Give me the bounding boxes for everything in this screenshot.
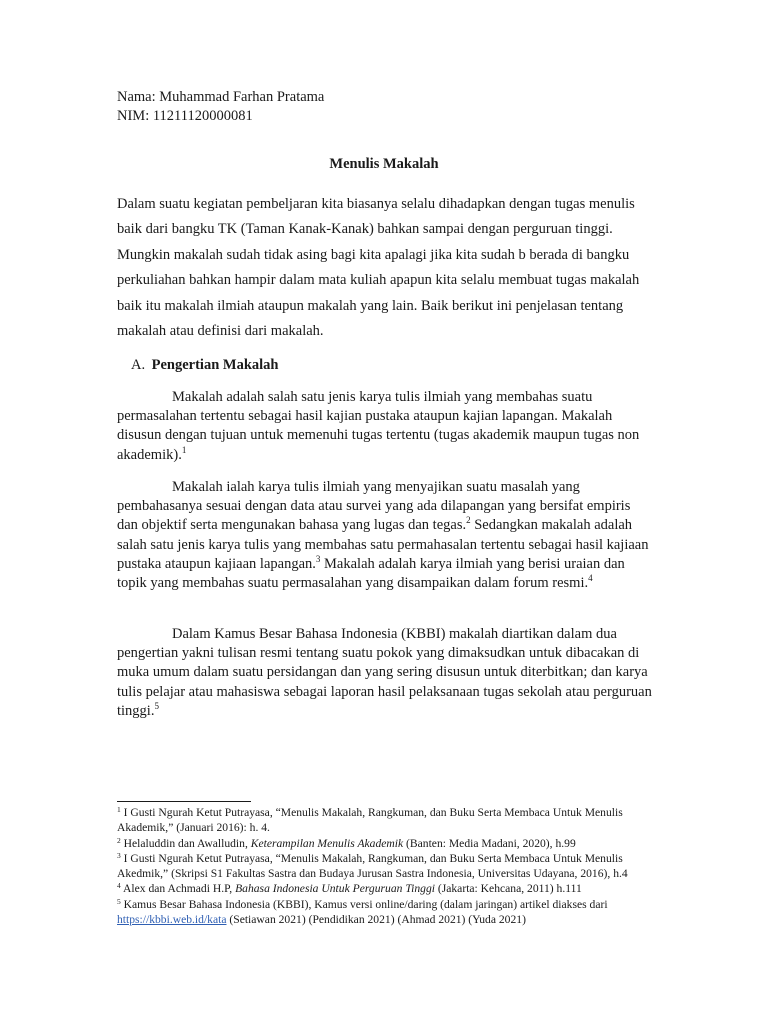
footnote-ref-5[interactable]: 5 bbox=[154, 700, 159, 711]
kbbi-link[interactable]: https://kbbi.web.id/kata bbox=[117, 913, 227, 927]
footnote-number: 3 bbox=[117, 850, 121, 860]
footnote-2 bbox=[117, 836, 647, 851]
footnote-text: (Banten: Media Madani, 2020), h.99 bbox=[403, 836, 576, 850]
footnote-4 bbox=[117, 881, 647, 896]
footnote-book-title: Keterampilan Menulis Akademik bbox=[250, 836, 404, 850]
footnote-ref-2[interactable]: 2 bbox=[466, 515, 471, 526]
footnote-number: 2 bbox=[117, 835, 121, 845]
section-letter: A. bbox=[131, 357, 146, 373]
section-heading bbox=[131, 357, 279, 374]
footnote-text: Kamus Besar Bahasa Indonesia (KBBI), Kamus versi online/daring (dalam jaringan) artikel diakses dari bbox=[120, 897, 608, 911]
footnote-ref-1[interactable]: 1 bbox=[181, 444, 187, 455]
section-title: Pengertian Makalah bbox=[151, 357, 279, 373]
footnote-number: 1 bbox=[117, 805, 121, 814]
paragraph-text: Makalah adalah karya ilmiah yang berisi uraian dan topik yang membahas suatu permasalahan yang disampaikan dalam forum resmi. bbox=[117, 555, 625, 592]
footnote-1 bbox=[117, 805, 647, 836]
footnote-book-title: Bahasa Indonesia Untuk Perguruan Tinggi bbox=[235, 882, 435, 896]
paragraph-text: Sedangkan makalah adalah salah satu jenis karya tulis yang membahas satu permahasalan tertentu sebagai hasil kajiaan pustaka ataupun kajiaan lapangan. bbox=[117, 517, 649, 572]
footnote-number: 5 bbox=[117, 896, 121, 906]
author-nim: NIM: 11211120000081 bbox=[117, 108, 253, 124]
paragraph-text: Dalam Kamus Besar Bahasa Indonesia (KBBI) makalah diartikan dalam dua pengertian yakni tulisan resmi tentang suatu pokok yang dimaksudkan untuk dibacakan di muka umum dalam suatu persidangan dan yang sering disusun untuk diterbitkan; dan karya tulis pelajar atau mahasiswa sebagai laporan hasil pelaksanaan tugas sekolah atau perguruan tinggi. bbox=[117, 626, 652, 719]
footnote-separator bbox=[117, 801, 251, 802]
footnote-ref-4[interactable]: 4 bbox=[588, 573, 593, 584]
intro-paragraph: Dalam suatu kegiatan pembeljaran kita biasanya selalu dihadapkan dengan tugas menulis baik dari bangku TK (Taman Kanak-Kanak) bahkan sampai dengan perguruan tinggi. Mungkin makalah sudah tidak asing bagi kita apalagi jika kita sudah b berada di bangku perkuliahan bahkan hampir dalam mata kuliah apapun kita selalu membuat tugas makalah baik itu makalah ilmiah ataupun makalah yang lain. Baik berikut ini penjelasan tentang makalah atau definisi dari makalah. bbox=[117, 196, 640, 340]
footnote-5 bbox=[117, 897, 647, 928]
footnote-text: (Jakarta: Kehcana, 2011) h.111 bbox=[434, 882, 582, 896]
definition-paragraph-1 bbox=[117, 388, 652, 465]
footnote-text: I Gusti Ngurah Ketut Putrayasa, “Menulis Makalah, Rangkuman, dan Buku Serta Membaca Untuk Menulis Akademik,” (Januari 2016): h. 4. bbox=[117, 806, 623, 835]
footnote-text: I Gusti Ngurah Ketut Putrayasa, “Menulis Makalah, Rangkuman, dan Buku Serta Membaca Untuk Menulis Akedmik,” (Skripsi S1 Fakultas Sastra dan Budaya Jurusan Sastra Indonesia, Universitas Udayana, 2016), h.4 bbox=[117, 851, 628, 881]
author-name: Nama: Muhammad Farhan Pratama bbox=[117, 89, 325, 105]
footnote-text: Helaluddin dan Awalludin, bbox=[120, 836, 251, 850]
footnote-ref-3[interactable]: 3 bbox=[315, 553, 321, 564]
footnote-number: 4 bbox=[117, 881, 121, 891]
definition-paragraph-3 bbox=[117, 625, 652, 721]
paragraph-text: Makalah adalah salah satu jenis karya tulis ilmiah yang membahas suatu permasalahan tertentu sebagai hasil kajian pustaka ataupun kajian lapangan. Makalah disusun dengan tujuan untuk memenuhi tugas tertentu (tugas akademik maupun tugas non akademik). bbox=[117, 389, 640, 463]
author-header bbox=[117, 88, 324, 126]
definition-paragraph-2 bbox=[117, 478, 652, 593]
paragraph-text: Makalah ialah karya tulis ilmiah yang menyajikan suatu masalah yang pembahasanya sesuai dengan data atau survei yang ada dilapangan yang bersifat empiris dan objektif serta mengunakan bahasa yang lugas dan tegas. bbox=[117, 479, 631, 534]
footnotes bbox=[117, 805, 647, 927]
document-title: Menulis Makalah bbox=[329, 156, 439, 172]
footnote-text: Alex dan Achmadi H.P, bbox=[120, 882, 236, 896]
footnote-3 bbox=[117, 851, 647, 882]
footnote-text: (Setiawan 2021) (Pendidikan 2021) (Ahmad 2021) (Yuda 2021) bbox=[226, 913, 526, 927]
